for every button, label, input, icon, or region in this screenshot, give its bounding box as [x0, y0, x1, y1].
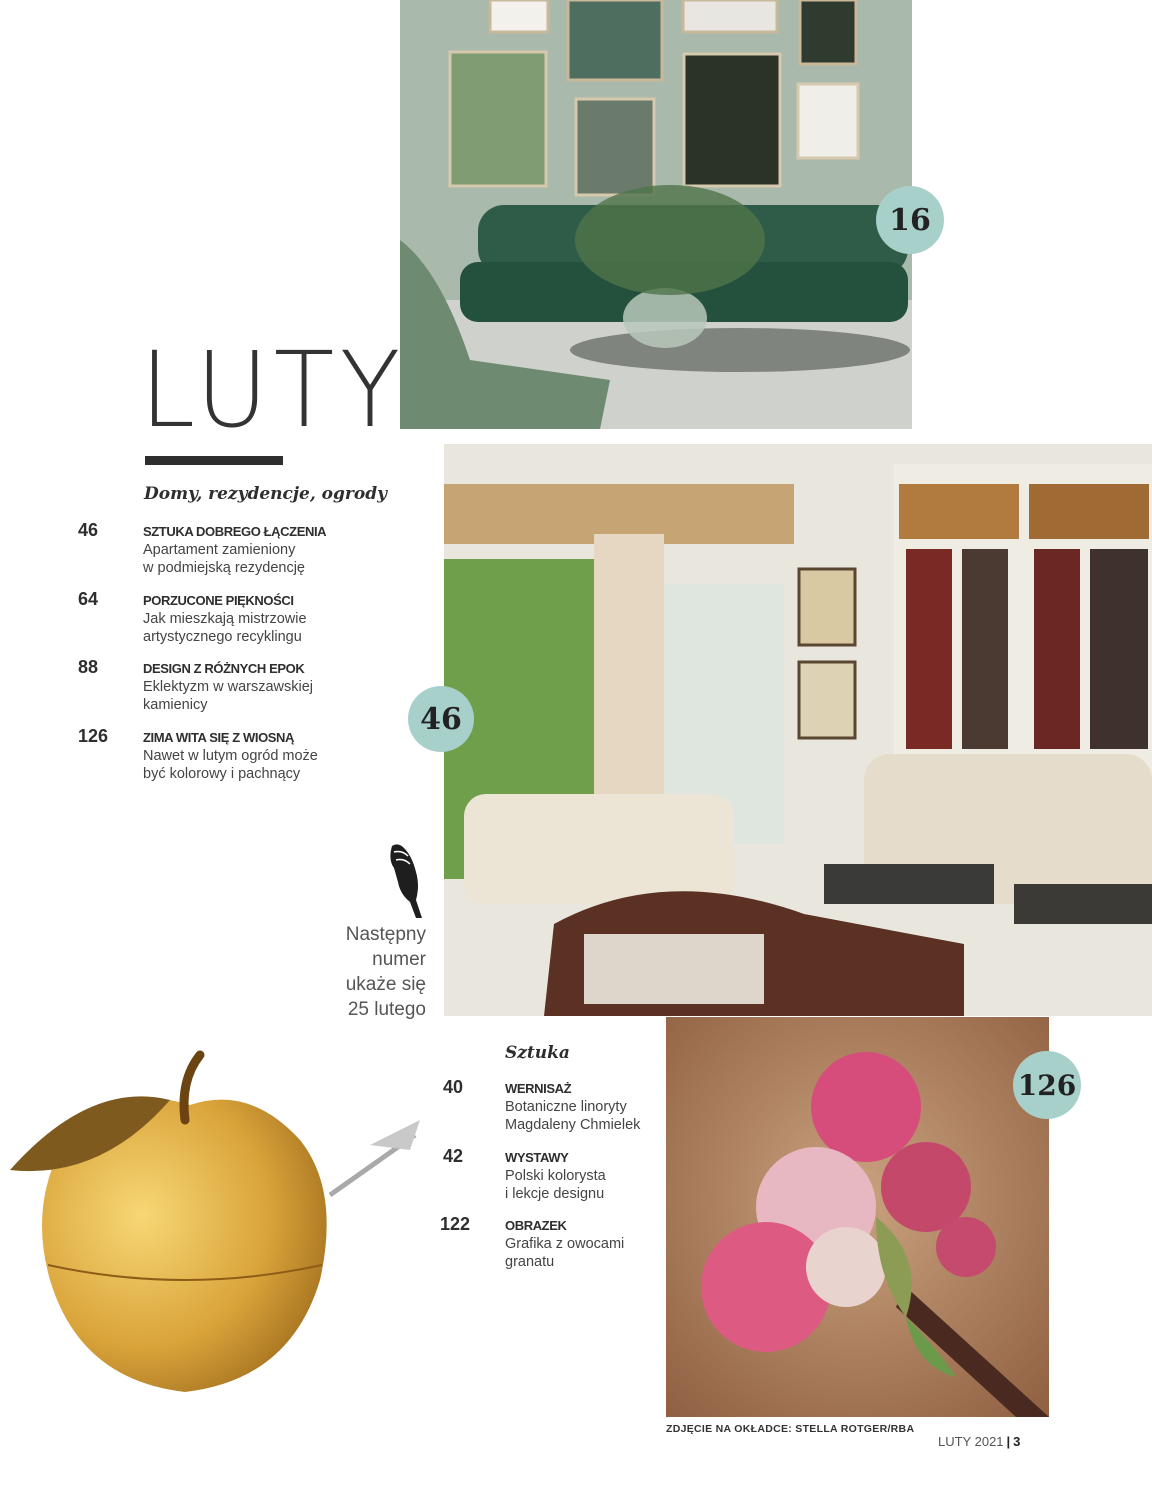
entry-page: 42 — [443, 1146, 464, 1166]
entry-title: SZTUKA DOBREGO ŁĄCZENIA — [143, 524, 327, 539]
photo-frosted-blossom — [666, 1017, 1049, 1417]
page-badge-126[interactable]: 126 — [1013, 1051, 1081, 1119]
entry-description: Jak mieszkają mistrzowie artystycznego recyklingu — [143, 611, 307, 645]
entry-title: DESIGN Z RÓŻNYCH EPOK — [143, 661, 305, 676]
entry-description: Polski kolorysta i lekcje designu — [505, 1168, 606, 1202]
page-badge-46[interactable]: 46 — [408, 686, 474, 752]
section-heading-art: Sztuka — [505, 1043, 570, 1063]
folio-issue: LUTY 2021 — [938, 1434, 1004, 1449]
entry-page: 126 — [78, 726, 109, 746]
folio-page-number: 3 — [1013, 1434, 1021, 1449]
entry-title: WYSTAWY — [505, 1150, 569, 1165]
folio-separator: | — [1006, 1434, 1011, 1449]
entry-description: Grafika z owocami granatu — [505, 1236, 625, 1270]
entry-page: 64 — [78, 589, 99, 609]
entry-title: ZIMA WITA SIĘ Z WIOSNĄ — [143, 730, 295, 745]
entry-description: Botaniczne linoryty Magdaleny Chmielek — [505, 1099, 641, 1133]
cover-photo-credit: ZDJĘCIE NA OKŁADCE: STELLA ROTGER/RBA — [666, 1423, 915, 1435]
entry-description: Apartament zamieniony w podmiejską rezydencję — [143, 542, 305, 576]
pointing-hand-icon — [386, 842, 428, 920]
entry-description: Eklektyzm w warszawskiej kamienicy — [143, 679, 313, 713]
entry-title: WERNISAŻ — [505, 1081, 572, 1096]
entry-title: PORZUCONE PIĘKNOŚCI — [143, 593, 294, 608]
month-title: LUTY — [140, 329, 406, 451]
entry-page: 88 — [78, 657, 99, 677]
entry-page: 122 — [440, 1214, 471, 1234]
photo-golden-apple — [0, 1040, 430, 1404]
next-issue-notice: Następny numer ukaże się 25 lutego — [345, 924, 426, 1020]
entry-description: Nawet w lutym ogród może być kolorowy i pachnący — [143, 748, 318, 782]
entry-page: 46 — [78, 520, 99, 540]
entry-page: 40 — [443, 1077, 464, 1097]
section-heading-homes: Domy, rezydencje, ogrody — [144, 484, 387, 504]
entry-title: OBRAZEK — [505, 1218, 567, 1233]
photo-library-living-room — [444, 444, 1152, 1016]
page-badge-16[interactable]: 16 — [876, 186, 944, 254]
folio — [938, 1434, 1020, 1449]
photo-green-living-room — [400, 0, 912, 429]
title-underline — [145, 456, 283, 465]
